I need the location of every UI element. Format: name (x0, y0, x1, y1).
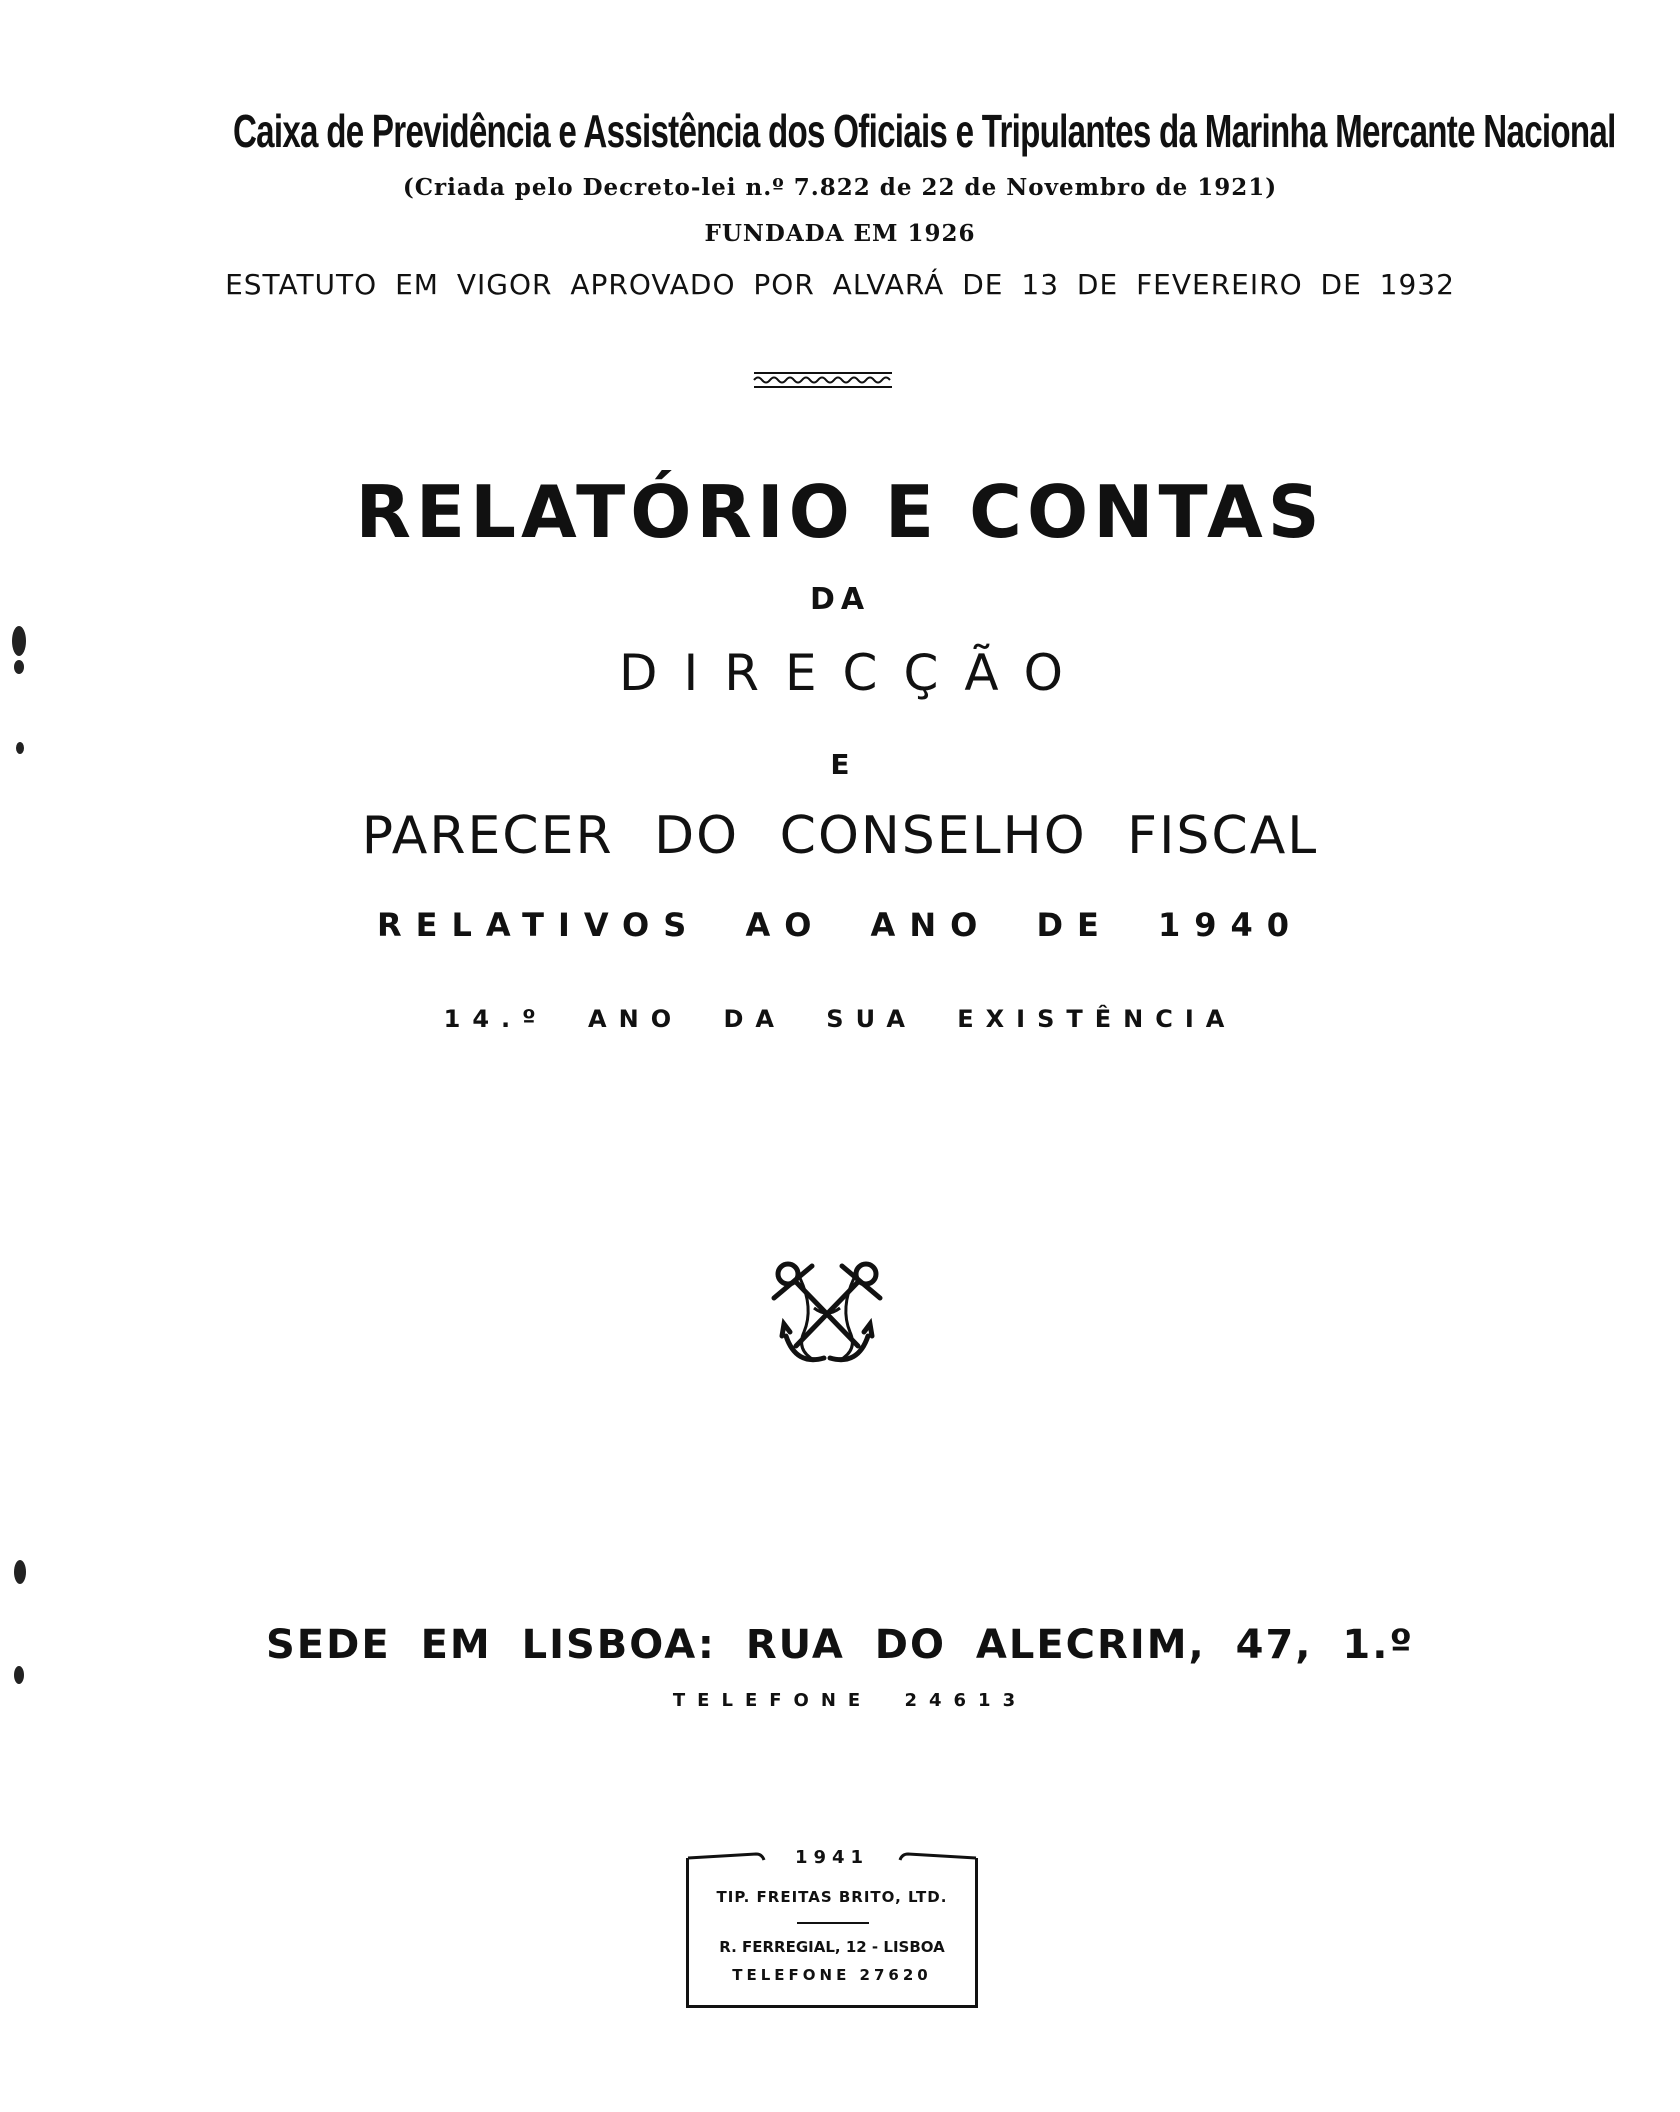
imprint-year: 1941 (794, 1847, 870, 1868)
report-title: RELATÓRIO E CONTAS (355, 470, 1325, 554)
headquarters-phone: TELEFONE 24613 (672, 1690, 1028, 1711)
printer-imprint (686, 1847, 978, 2008)
scan-speck (12, 626, 26, 656)
title-e: E (830, 748, 850, 781)
title-existencia: 14.º ANO DA SUA EXISTÊNCIA (443, 1005, 1237, 1033)
imprint-year-row (686, 1844, 978, 1872)
title-direccao: DIRECÇÃO (618, 644, 1090, 702)
printer-address: R. FERREGIAL, 12 - LISBOA (719, 1938, 945, 1956)
printer-phone: TELEFONE 27620 (732, 1966, 932, 1984)
imprint-divider (797, 1922, 869, 1924)
headquarters-address: SEDE EM LISBOA: RUA DO ALECRIM, 47, 1.º (265, 1622, 1415, 1668)
scan-speck (14, 1666, 24, 1684)
institution-name: Caixa de Previdência e Assistência dos Oficiais e Tripulantes da Marinha Mercante Nacional (232, 105, 1616, 157)
printer-name: TIP. FREITAS BRITO, LTD. (716, 1888, 948, 1906)
scan-speck (14, 1560, 26, 1584)
founded-line: FUNDADA EM 1926 (704, 220, 976, 247)
title-relativos: RELATIVOS AO ANO DE 1940 (376, 906, 1304, 944)
scan-speck (14, 660, 24, 674)
title-parecer: PARECER DO CONSELHO FISCAL (361, 806, 1319, 866)
decree-line: (Criada pelo Decreto-lei n.º 7.822 de 22 de Novembro de 1921) (402, 174, 1278, 201)
title-da: DA (809, 582, 871, 617)
scan-speck (16, 742, 24, 754)
statute-line: ESTATUTO EM VIGOR APROVADO POR ALVARÁ DE 13 DE FEVEREIRO DE 1932 (225, 268, 1455, 301)
wave-ornament-icon (752, 370, 894, 390)
crossed-anchors-icon (760, 1258, 894, 1370)
